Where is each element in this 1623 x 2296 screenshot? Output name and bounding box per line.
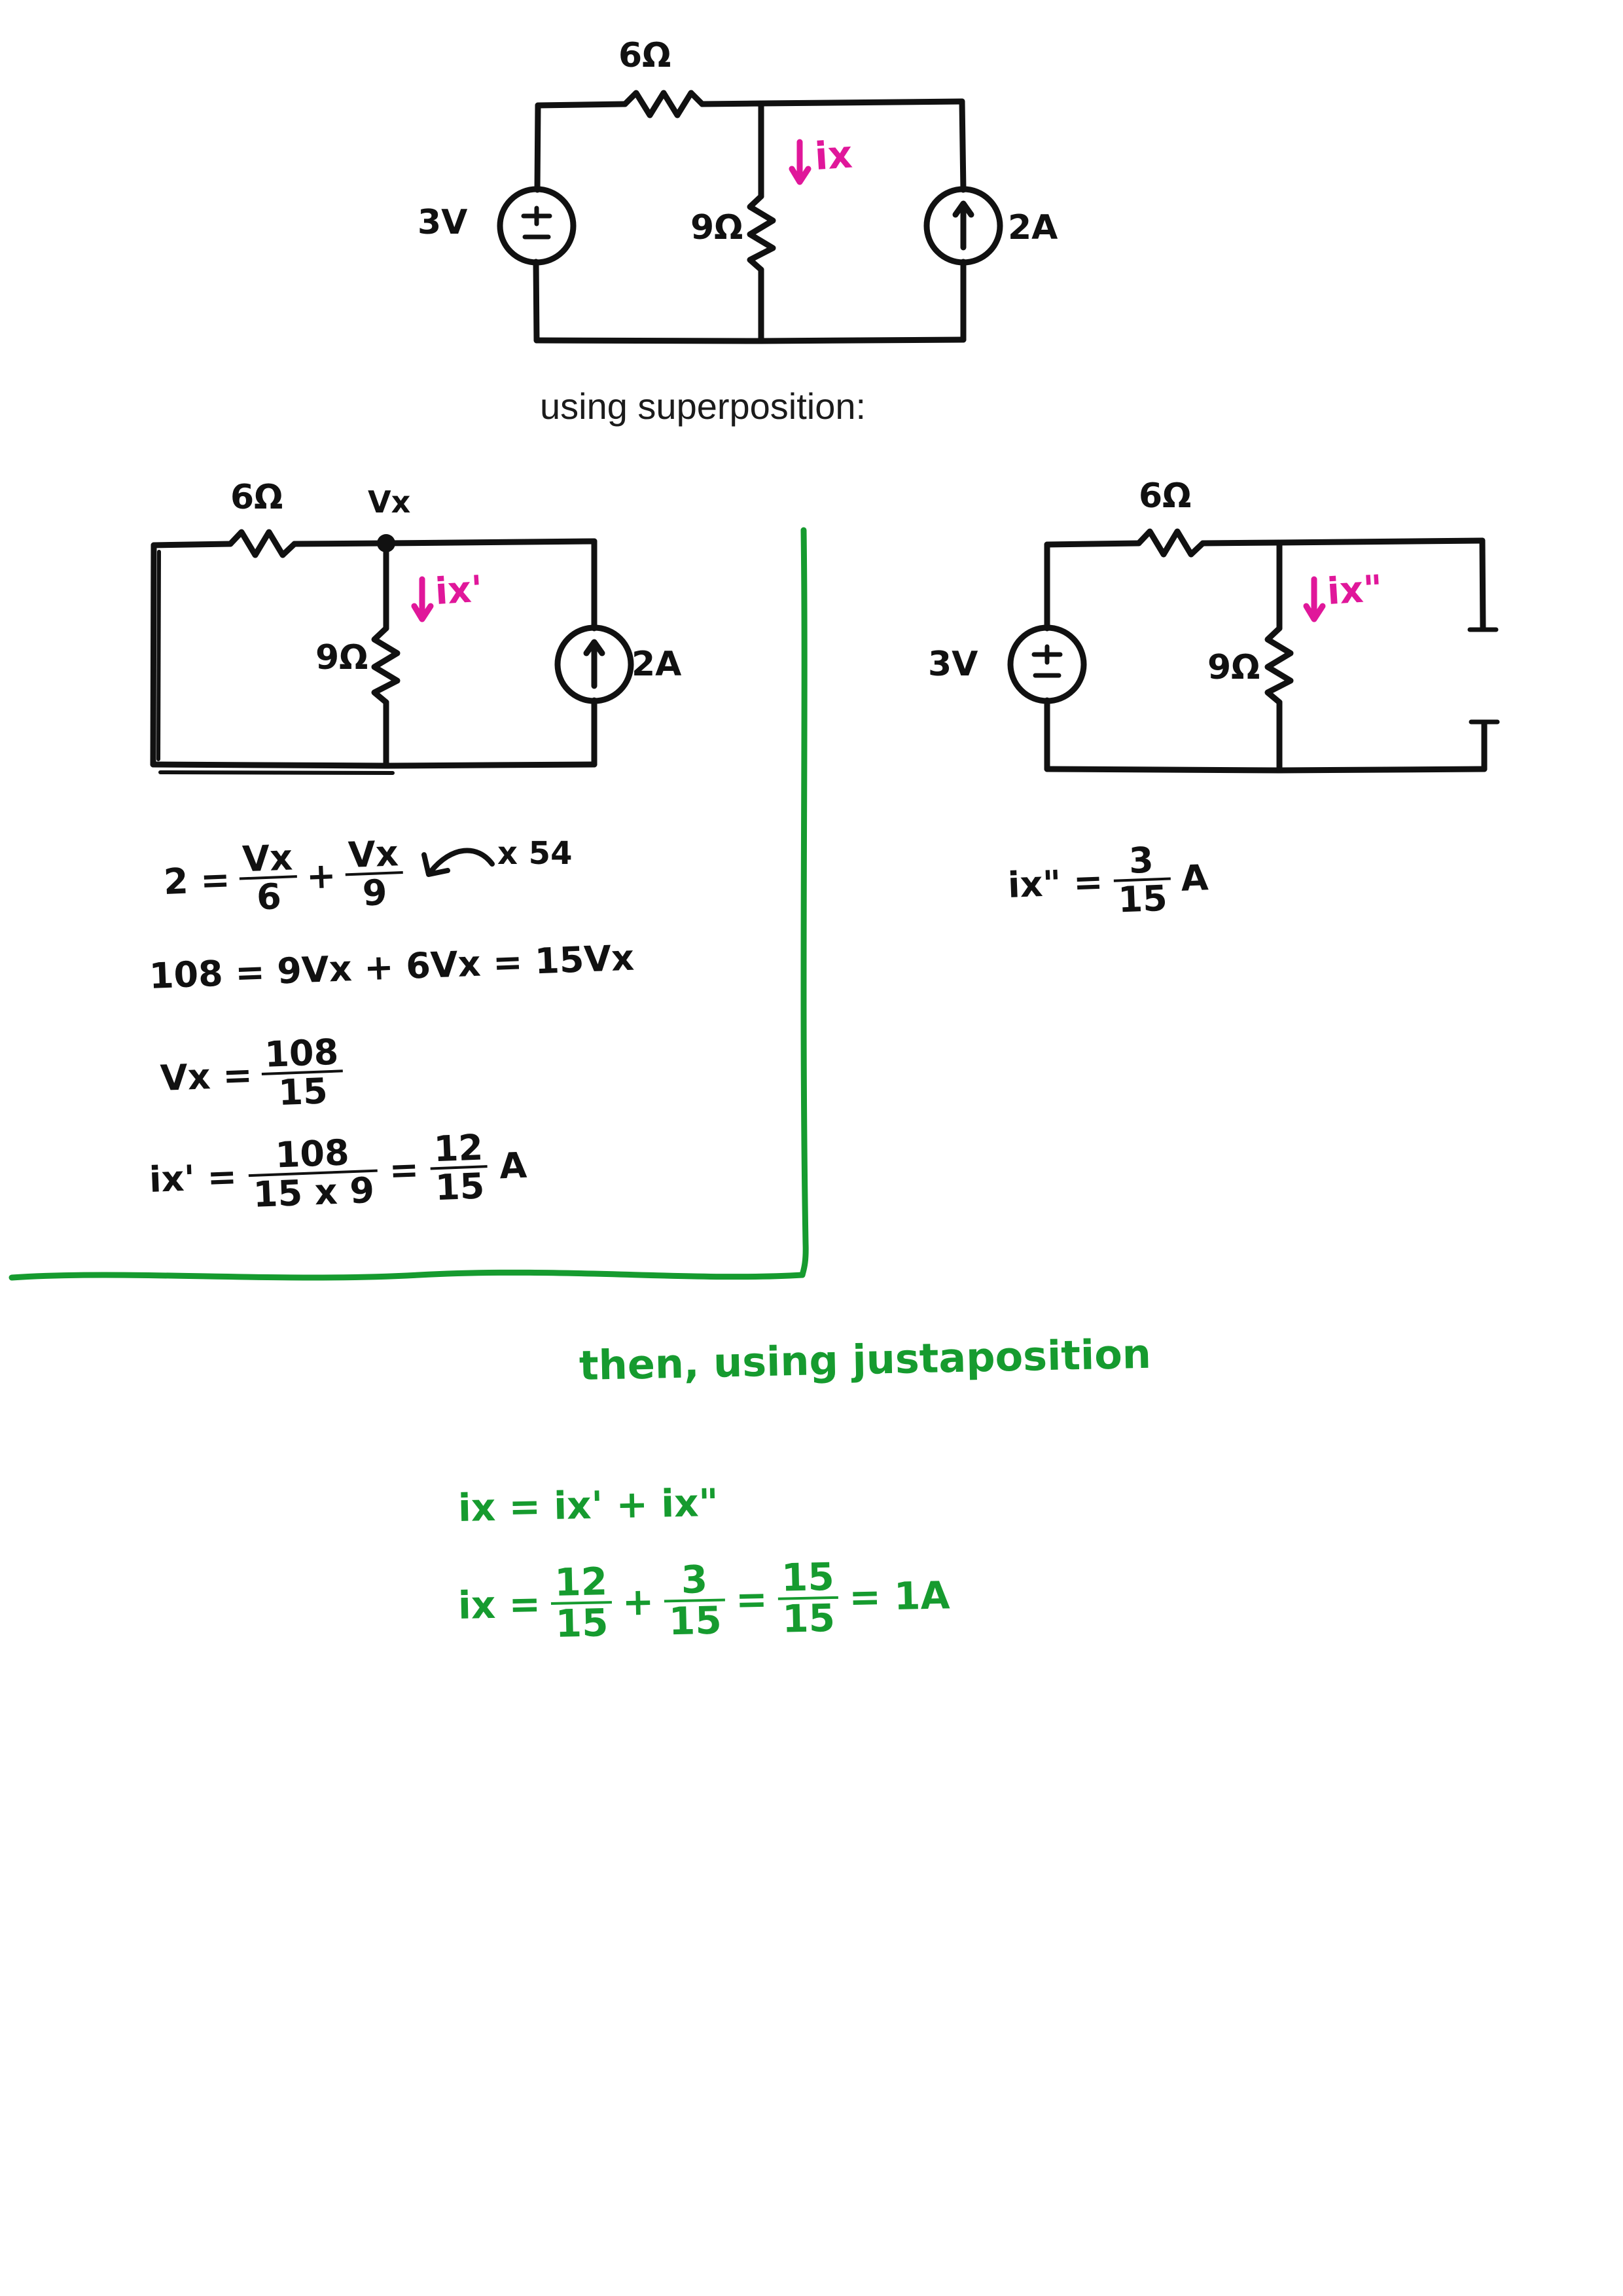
circuit-left-node-dot: [377, 534, 395, 552]
work-left-line2: 108 = 9Vx + 6Vx = 15Vx: [148, 937, 635, 997]
green-line2-num2: 3: [664, 1560, 725, 1602]
green-line2-eq: =: [735, 1577, 768, 1623]
work-left-line3-lhs: Vx =: [159, 1054, 253, 1099]
green-line2-num3: 15: [777, 1558, 838, 1600]
work-left-line1-term1-num: Vx: [238, 839, 297, 880]
work-left-line1-lhs: 2 =: [162, 858, 231, 903]
green-line1: ix = ix' + ix": [457, 1480, 719, 1530]
green-line2-frac1: [550, 1559, 613, 1647]
green-line2: [457, 1555, 951, 1645]
circuit-left-wires: [153, 532, 594, 773]
circuit-right-wires: [1047, 531, 1497, 770]
circuit-left-current-source: [558, 628, 631, 701]
work-left-line4-num: 108: [247, 1134, 378, 1177]
original-resistor-top-label: 6Ω: [618, 36, 671, 75]
green-heading: then, using justaposition: [579, 1329, 1152, 1390]
work-left-line4-frac2: [429, 1126, 489, 1209]
work-right-den: 15: [1117, 877, 1168, 921]
green-line2-frac3: [777, 1554, 839, 1641]
left-node-label: Vx: [368, 484, 411, 520]
work-left-line1-term1-den: 6: [255, 876, 282, 918]
original-source-right-label: 2A: [1008, 208, 1058, 247]
green-line2-frac2: [664, 1557, 726, 1644]
circuit-right-ix-arrow: [1306, 579, 1323, 619]
work-right-line: [1007, 840, 1210, 922]
superposition-caption: using superposition:: [540, 386, 866, 427]
left-source-right-label: 2A: [632, 645, 682, 684]
work-left-line3-den: 15: [277, 1070, 329, 1114]
green-line2-plus: +: [622, 1579, 655, 1624]
work-left-line4-lhs: ix' =: [148, 1155, 238, 1200]
work-left-line4-den: 15 x 9: [252, 1169, 376, 1215]
work-left-line1-hint: x 54: [497, 835, 573, 872]
left-ix-label: ix': [434, 567, 484, 613]
work-right-unit: A: [1180, 856, 1209, 899]
original-source-left-label: 3V: [418, 203, 468, 242]
circuit-original-current-source: [927, 189, 1000, 262]
circuit-original-ix-arrow: [792, 142, 808, 182]
green-line2-den2: 15: [668, 1598, 722, 1644]
work-left-line4-frac1: [247, 1134, 379, 1213]
circuit-original-wires: [536, 93, 963, 341]
work-left-line4-eq: =: [388, 1148, 420, 1191]
original-resistor-mid-label: 9Ω: [690, 208, 743, 247]
work-left-hint-arrow: [424, 850, 492, 874]
work-right-num: 3: [1112, 841, 1170, 882]
work-left-line3-frac: [260, 1031, 344, 1114]
work-left-line1-term2-den: 9: [361, 872, 388, 914]
green-line2-den1: 15: [554, 1600, 609, 1647]
left-resistor-top-label: 6Ω: [230, 478, 283, 517]
circuit-original-voltage-source: [500, 189, 573, 262]
work-left-line4-unit: A: [498, 1144, 528, 1187]
work-left-line1-plus: +: [305, 854, 337, 897]
green-line2-result: = 1A: [848, 1573, 951, 1620]
work-right-lhs: ix" =: [1007, 861, 1104, 906]
left-resistor-mid-label: 9Ω: [315, 638, 368, 677]
work-left-line4-num2: 12: [429, 1129, 488, 1170]
right-resistor-top-label: 6Ω: [1139, 476, 1192, 516]
work-left-line3-num: 108: [260, 1033, 343, 1075]
work-left-line1-term2-num: Vx: [344, 835, 403, 876]
circuit-right-voltage-source: [1010, 628, 1084, 701]
work-left-line4-den2: 15: [434, 1165, 486, 1209]
work-left-line1: [162, 835, 404, 919]
circuit-left-ix-arrow: [414, 579, 431, 619]
right-resistor-mid-label: 9Ω: [1207, 648, 1260, 687]
work-left-line3: [159, 1033, 345, 1115]
work-left-line1-term2: [344, 835, 404, 912]
green-line2-num1: 12: [550, 1562, 612, 1605]
original-ix-label: ix: [813, 132, 854, 179]
work-left-line1-term1: [238, 836, 298, 918]
work-left-line4: [148, 1128, 528, 1217]
right-ix-label: ix": [1326, 567, 1384, 613]
work-right-frac: [1112, 839, 1171, 921]
green-line2-lhs: ix =: [457, 1581, 541, 1628]
right-source-left-label: 3V: [928, 645, 978, 684]
green-line2-den3: 15: [781, 1596, 836, 1641]
